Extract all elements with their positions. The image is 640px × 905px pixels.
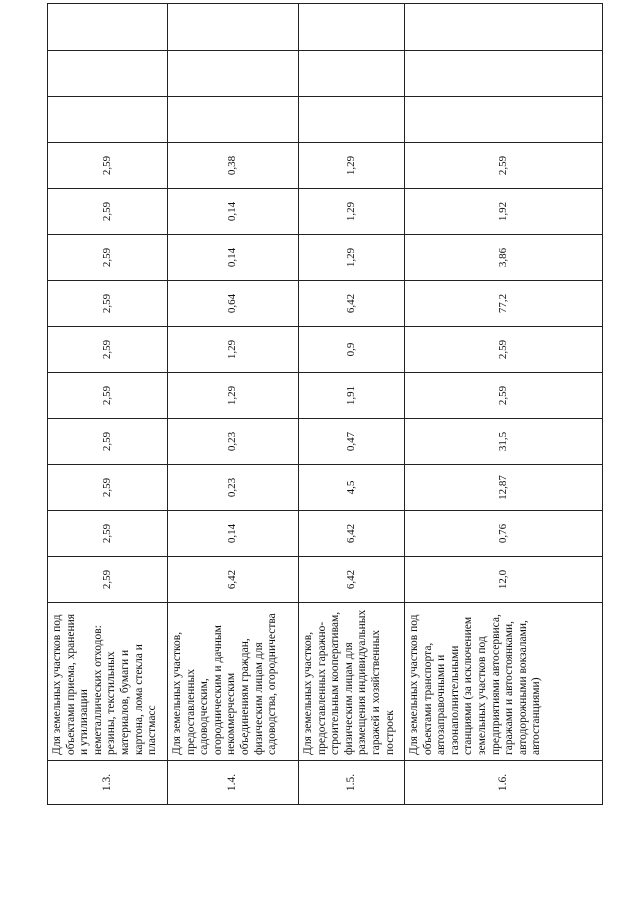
value-cell: 2,59 [405,327,603,373]
value-cell: 6,42 [299,511,405,557]
row-number: 1.5. [299,761,405,805]
row-description: Для земельных участков, предоставленных гаражно-строительным кооперативам, физическим лицам для размещения индивидуальных гаражей и хозяйственных построек [299,603,405,761]
table-row [168,4,299,805]
value-cell: 0,64 [168,281,299,327]
table-row [48,4,168,805]
value-cell [299,51,405,97]
value-cell: 2,59 [48,235,168,281]
value-cell: 0,76 [405,511,603,557]
value-cell: 4,5 [299,465,405,511]
value-cell [299,4,405,51]
rate-table [47,3,603,805]
value-cell: 2,59 [405,373,603,419]
row-number: 1.6. [405,761,603,805]
value-cell: 0,14 [168,511,299,557]
value-cell: 2,59 [48,327,168,373]
value-cell: 6,42 [299,557,405,603]
value-cell: 2,59 [48,189,168,235]
value-cell: 0,23 [168,419,299,465]
value-cell: 0,9 [299,327,405,373]
value-cell: 1,29 [168,373,299,419]
value-cell: 2,59 [48,143,168,189]
value-cell: 0,38 [168,143,299,189]
value-cell: 0,23 [168,465,299,511]
value-cell [48,97,168,143]
row-description: Для земельных участков, предоставленных садоводческим, огородническим и дачным некоммерческим объединениям граждан, физическим лицам для садоводства, огородничества [168,603,299,761]
value-cell: 2,59 [48,373,168,419]
value-cell: 2,59 [405,143,603,189]
value-cell: 2,59 [48,511,168,557]
value-cell [168,4,299,51]
value-cell [405,97,603,143]
value-cell: 12,0 [405,557,603,603]
value-cell [48,51,168,97]
value-cell: 6,42 [168,557,299,603]
value-cell: 3,86 [405,235,603,281]
row-description: Для земельных участков под объектами приема, хранения и утилизации неметаллических отходов: резины, текстильных материалов, бумаги и картона, лома стекла и пластмасс [48,603,168,761]
value-cell [168,51,299,97]
row-number: 1.3. [48,761,168,805]
value-cell: 0,14 [168,189,299,235]
value-cell: 1,92 [405,189,603,235]
value-cell [299,97,405,143]
value-cell [405,51,603,97]
value-cell: 2,59 [48,465,168,511]
value-cell: 12,87 [405,465,603,511]
value-cell [168,97,299,143]
value-cell: 1,29 [299,189,405,235]
row-description: Для земельных участков под объектами транспорта, автозаправочными и газонаполнительными станциями (за исключением земельных участков под предприятиями автосервиса, гаражами и автостоянками, автодорожными вокзалами, автостанциями) [405,603,603,761]
value-cell: 1,29 [299,235,405,281]
table-page [47,42,602,805]
value-cell: 31,5 [405,419,603,465]
value-cell: 0,14 [168,235,299,281]
value-cell: 1,29 [168,327,299,373]
row-number: 1.4. [168,761,299,805]
value-cell: 1,91 [299,373,405,419]
value-cell: 77,2 [405,281,603,327]
value-cell: 2,59 [48,557,168,603]
value-cell: 1,29 [299,143,405,189]
value-cell [48,4,168,51]
value-cell: 6,42 [299,281,405,327]
table-row [405,4,603,805]
value-cell: 0,47 [299,419,405,465]
value-cell: 2,59 [48,419,168,465]
value-cell: 2,59 [48,281,168,327]
table-row [299,4,405,805]
value-cell [405,4,603,51]
